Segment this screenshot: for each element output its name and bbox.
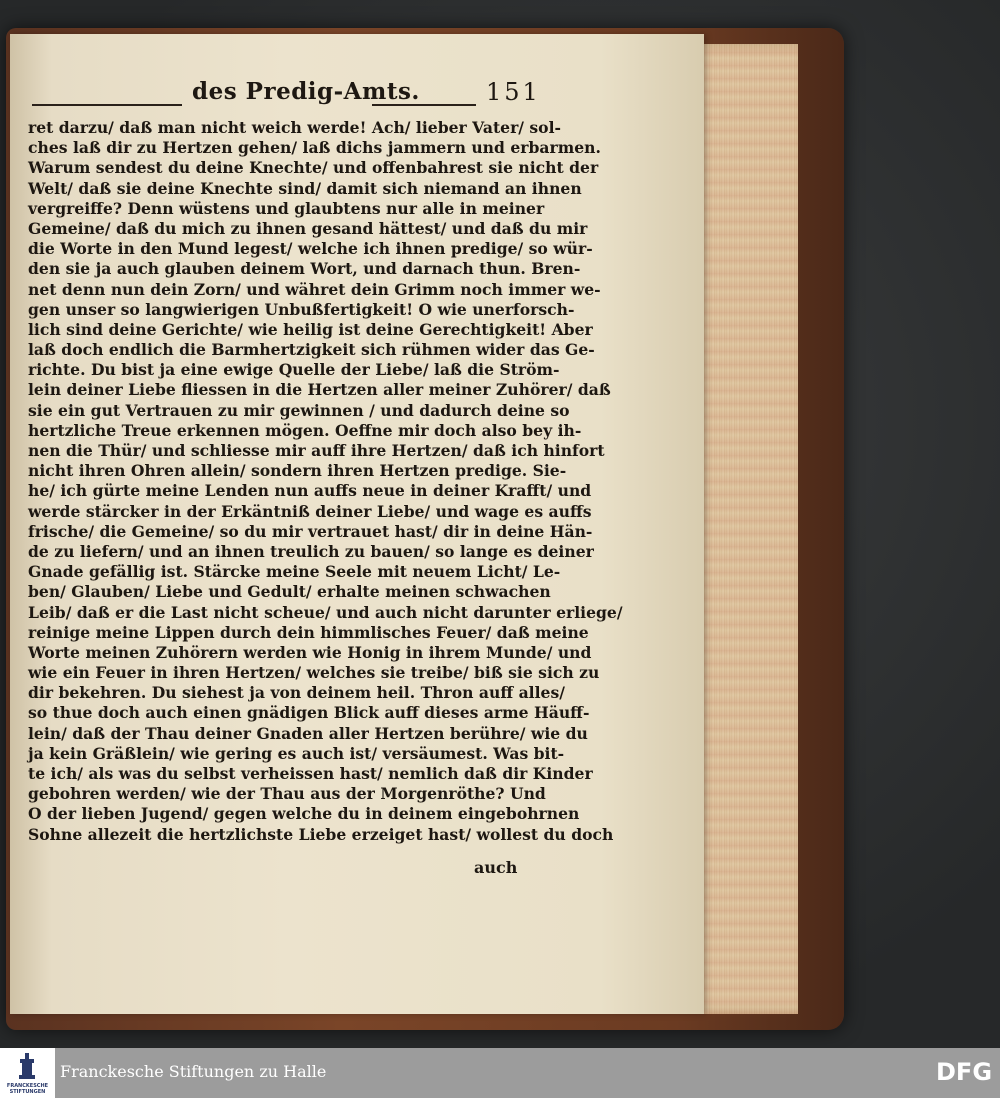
text-line: hertzliche Treue erkennen mögen. Oeffne mir doch also bey ih- [28,420,582,440]
text-line: ben/ Glauben/ Liebe und Gedult/ erhalte meinen schwachen [28,582,551,602]
institution-logo[interactable] [0,1048,55,1098]
text-line: Worte meinen Zuhörern werden wie Honig in ihrem Munde/ und [28,642,592,662]
text-line: O der lieben Jugend/ gegen welche du in deinem eingebohrnen [28,804,580,824]
text-line: richte. Du bist ja eine ewige Quelle der Liebe/ laß die Ström- [28,360,560,380]
text-line: Gemeine/ daß du mich zu ihnen gesand hättest/ und daß du mir [28,218,588,238]
text-line: Welt/ daß sie deine Knechte sind/ damit sich niemand an ihnen [28,178,582,198]
institution-name[interactable]: Franckesche Stiftungen zu Halle [60,1062,327,1081]
logo-caption: FRANCKESCHE STIFTUNGEN [6,1083,49,1095]
text-line: nicht ihren Ohren allein/ sondern ihren Hertzen predige. Sie- [28,461,567,481]
text-line: ches laß dir zu Hertzen gehen/ laß dichs jammern und erbarmen. [28,138,601,158]
text-line: dir bekehren. Du siehest ja von deinem heil. Thron auff alles/ [28,683,565,703]
text-line: wie ein Feuer in ihren Hertzen/ welches sie treibe/ biß sie sich zu [28,663,600,683]
text-line: te ich/ als was du selbst verheissen hast/ nemlich daß dir Kinder [28,764,593,783]
text-line: die Worte in den Mund legest/ welche ich ihnen predige/ so wür- [28,239,593,259]
text-line: ret darzu/ daß man nicht weich werde! Ach/ lieber Vater/ sol- [28,118,561,137]
text-line: Warum sendest du deine Knechte/ und offenbahrest sie nicht der [28,158,599,178]
text-line: gebohren werden/ wie der Thau aus der Morgenröthe? Und [28,784,546,804]
page-edges-tint [690,44,798,1014]
text-line: Gnade gefällig ist. Stärcke meine Seele mit neuem Licht/ Le- [28,562,561,582]
page-number: 151 [486,78,541,106]
text-line: den sie ja auch glauben deinem Wort, und darnach thun. Bren- [28,259,581,279]
text-line: lich sind deine Gerichte/ wie heilig ist deine Gerechtigkeit! Aber [28,319,593,339]
dfg-logo[interactable]: DFG [936,1058,993,1086]
text-line: laß doch endlich die Barmhertzigkeit sich rühmen wider das Ge- [28,340,595,360]
text-line: nen die Thür/ und schliesse mir auff ihre Hertzen/ daß ich hinfort [28,441,605,460]
running-head-title: des Predig-Amts. [192,78,420,105]
running-head [32,78,541,114]
head-rule-left [32,104,182,106]
text-line: sie ein gut Vertrauen zu mir gewinnen / und dadurch deine so [28,400,570,420]
text-line: lein/ daß der Thau deiner Gnaden aller Hertzen berühre/ wie du [28,723,588,743]
text-line: Leib/ daß er die Last nicht scheue/ und auch nicht darunter erliege/ [28,602,623,622]
text-line: gen unser so langwierigen Unbußfertigkeit! O wie unerforsch- [28,299,575,319]
body-text [28,118,623,845]
catchword: auch [474,858,518,877]
text-line: frische/ die Gemeine/ so du mir vertrauet hast/ dir in deine Hän- [28,521,593,541]
text-line: de zu liefern/ und an ihnen treulich zu bauen/ so lange es deiner [28,541,594,561]
text-line: ja kein Gräßlein/ wie gering es auch ist/ versäumest. Was bit- [28,743,565,763]
footer-bar [0,1048,1000,1098]
text-line: he/ ich gürte meine Lenden nun auffs neue in deiner Krafft/ und [28,481,592,501]
text-line: reinige meine Lippen durch dein himmlisches Feuer/ daß meine [28,622,589,642]
text-line: Sohne allezeit die hertzlichste Liebe erzeiget hast/ wollest du doch [28,824,614,844]
text-line: lein deiner Liebe fliessen in die Hertzen aller meiner Zuhörer/ daß [28,380,611,400]
orphanage-logo-icon [17,1053,37,1081]
text-line: werde stärcker in der Erkäntniß deiner Liebe/ und wage es auffs [28,501,592,521]
text-line: net denn nun dein Zorn/ und währet dein Grimm noch immer we- [28,279,601,299]
text-line: vergreiffe? Denn wüstens und glaubtens nur alle in meiner [28,198,545,218]
text-line: so thue doch auch einen gnädigen Blick auff dieses arme Häuff- [28,703,590,723]
